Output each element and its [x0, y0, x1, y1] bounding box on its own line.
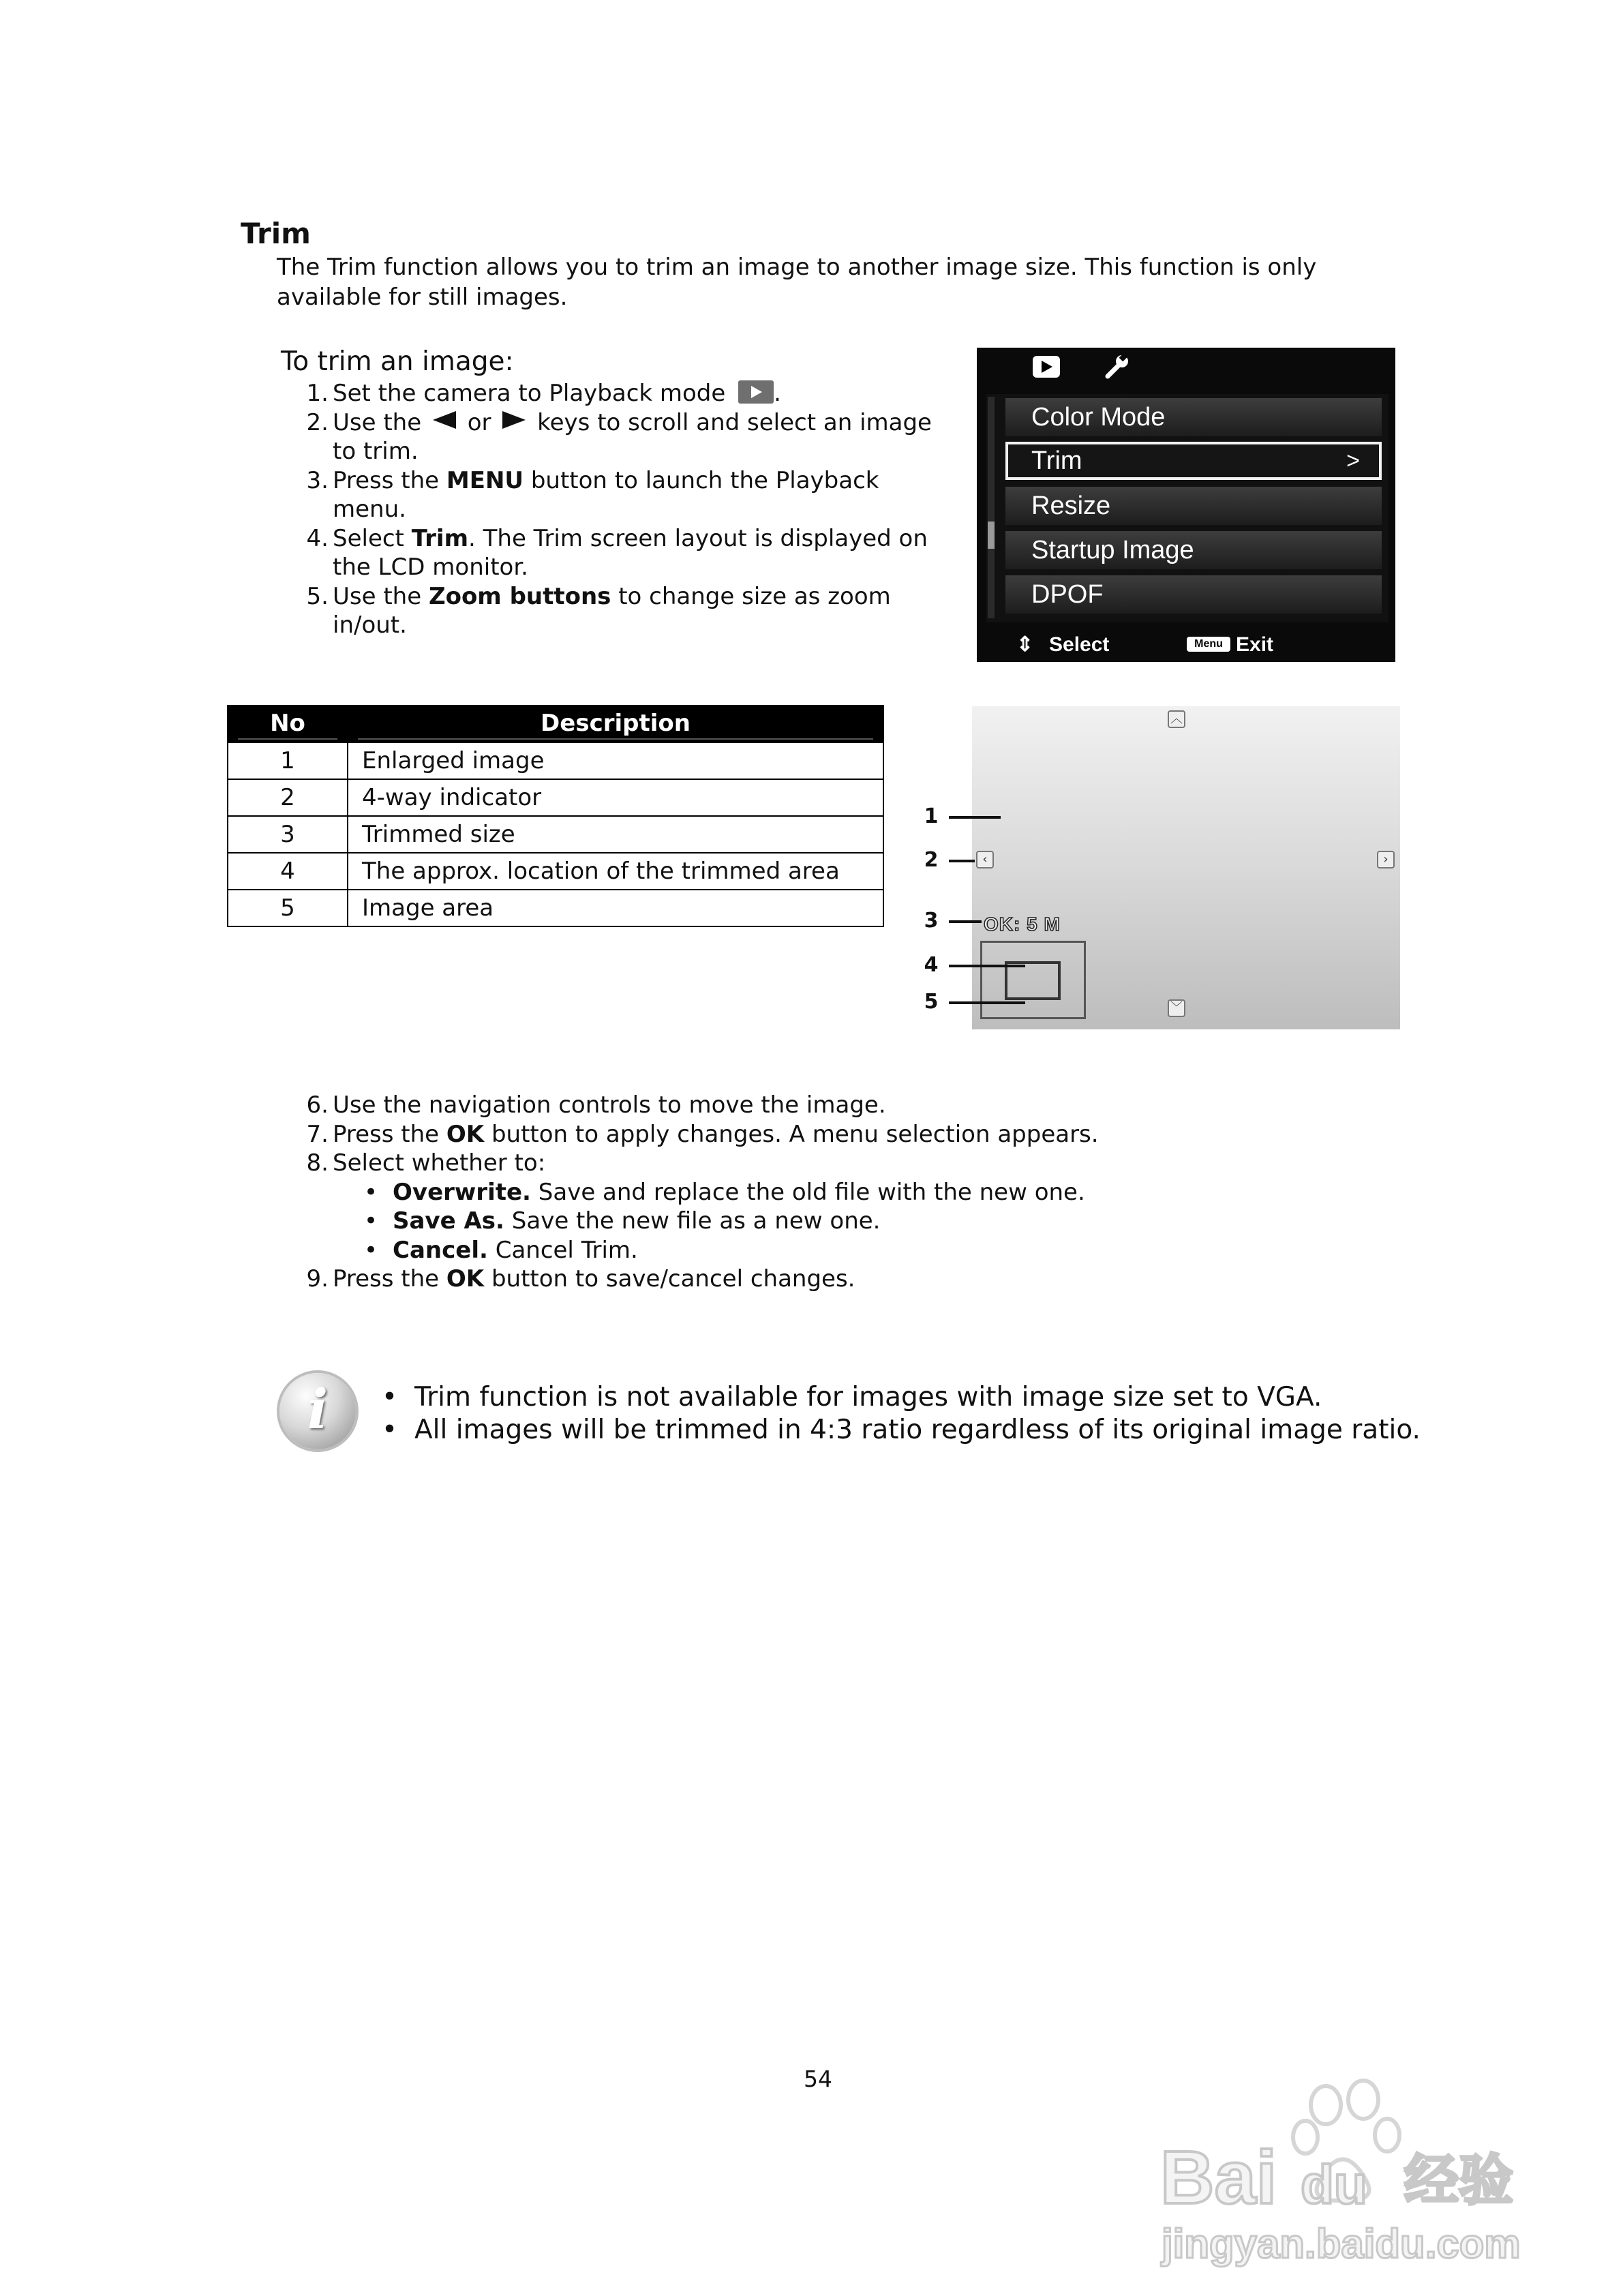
- step-text: keys to scroll and select an image to trim.: [333, 408, 932, 465]
- table-cell-no: 1: [228, 742, 348, 779]
- step-text: Select: [333, 524, 412, 552]
- chevron-down-icon: ﹀: [1168, 999, 1185, 1017]
- note-item: • Trim function is not available for images with image size set to VGA.: [382, 1381, 1472, 1414]
- menu-item-trim[interactable]: [1005, 442, 1382, 480]
- menu-footer: [977, 627, 1395, 662]
- step-bold: MENU: [446, 466, 524, 494]
- step-text: or: [467, 408, 491, 436]
- table-row: [228, 816, 883, 853]
- updown-arrows-icon: ⇕: [1016, 633, 1034, 656]
- callout-line: [949, 1001, 1025, 1004]
- step-text: Use the navigation controls to move the image.: [333, 1091, 886, 1119]
- step-bold: OK: [446, 1120, 485, 1148]
- callout-number: 1: [924, 804, 939, 828]
- step-text: Press the: [333, 1120, 446, 1148]
- menu-scrollbar: [988, 397, 995, 618]
- chevron-right-icon: >: [1346, 448, 1360, 474]
- menu-item-resize[interactable]: [1005, 487, 1382, 525]
- option-item: [393, 1207, 1151, 1236]
- steps-heading: To trim an image:: [281, 346, 514, 377]
- table-cell-no: 5: [228, 890, 348, 926]
- table-cell-description: 4-way indicator: [348, 779, 883, 816]
- callout-number: 2: [924, 848, 939, 872]
- table-header-row: [228, 706, 883, 742]
- step-text: Press the: [333, 466, 446, 494]
- table-header-no: No: [228, 706, 348, 742]
- callout-number: 4: [924, 953, 939, 977]
- menu-item-label: Startup Image: [1031, 536, 1194, 564]
- callout-line: [949, 965, 1025, 967]
- chevron-right-icon: ›: [1377, 851, 1395, 868]
- table-cell-description: Enlarged image: [348, 742, 883, 779]
- table-cell-description: The approx. location of the trimmed area: [348, 853, 883, 890]
- step-text: Select whether to:: [333, 1149, 546, 1177]
- table-cell-no: 4: [228, 853, 348, 890]
- footer-exit-label: Exit: [1236, 633, 1274, 656]
- step-text: button to apply changes. A menu selection appears.: [484, 1120, 1099, 1148]
- watermark-cn: 经验: [1404, 2149, 1513, 2212]
- table-row: [228, 853, 883, 890]
- step-number: 7.: [306, 1120, 329, 1148]
- step-text: Use the: [333, 408, 422, 436]
- menu-button-badge: Menu: [1187, 637, 1230, 652]
- callout-line: [949, 816, 1001, 819]
- baidu-jingyan-watermark: [1159, 2072, 1541, 2270]
- table-row: [228, 890, 883, 926]
- table-cell-no: 3: [228, 816, 348, 853]
- table-cell-description: Trimmed size: [348, 816, 883, 853]
- menu-item-label: Color Mode: [1031, 403, 1166, 432]
- option-bold: Save As.: [393, 1207, 504, 1235]
- menu-tab-bar: [977, 348, 1395, 386]
- playback-mode-icon: [738, 380, 774, 404]
- watermark-brand-2: du: [1301, 2154, 1367, 2215]
- step-bold: OK: [446, 1265, 485, 1293]
- callout-line: [949, 860, 975, 862]
- step-text: button to save/cancel changes.: [484, 1265, 855, 1293]
- description-table: [227, 705, 884, 927]
- option-text: Save the new file as a new one.: [504, 1207, 881, 1235]
- setup-wrench-icon: [1104, 353, 1131, 380]
- step-number: 4.: [306, 524, 329, 552]
- callout-number: 3: [924, 909, 939, 933]
- step-item: [306, 408, 932, 466]
- note-list: [382, 1381, 1472, 1447]
- watermark-brand: Bai: [1160, 2136, 1277, 2220]
- options-list: [333, 1178, 1151, 1265]
- step-text: Use the: [333, 582, 429, 610]
- option-item: [393, 1178, 1151, 1207]
- steps-list: [306, 379, 932, 640]
- step-bold: Zoom buttons: [428, 582, 611, 610]
- step-item: [306, 1265, 1151, 1294]
- step-text: button to launch the Playback menu.: [333, 466, 879, 523]
- step-text: Press the: [333, 1265, 446, 1293]
- steps-list-continued: [306, 1091, 1151, 1294]
- right-arrow-icon: [502, 411, 526, 429]
- step-text: .: [774, 380, 781, 407]
- table-row: [228, 779, 883, 816]
- callout-number: 5: [924, 990, 939, 1014]
- step-number: 3.: [306, 466, 329, 494]
- playback-menu-screenshot: [977, 348, 1395, 662]
- step-item: [306, 1091, 1151, 1120]
- option-bold: Overwrite.: [393, 1178, 531, 1206]
- table-cell-description: Image area: [348, 890, 883, 926]
- option-text: Save and replace the old file with the new one.: [530, 1178, 1085, 1206]
- option-item: [393, 1236, 1151, 1265]
- step-text: to change size as zoom in/out.: [333, 582, 891, 639]
- table-header-description: Description: [348, 706, 883, 742]
- step-item: [306, 379, 932, 408]
- menu-item-startup-image[interactable]: [1005, 531, 1382, 569]
- step-number: 9.: [306, 1265, 329, 1293]
- step-item: [306, 1149, 1151, 1265]
- trimmed-size-label: OK: 5 M: [984, 913, 1061, 935]
- menu-item-label: Resize: [1031, 492, 1111, 520]
- menu-item-color-mode[interactable]: [1005, 398, 1382, 436]
- intro-paragraph: The Trim function allows you to trim an image to another image size. This function is only available for still images.: [277, 254, 1317, 311]
- menu-item-label: Trim: [1031, 447, 1082, 475]
- menu-scrollbar-thumb: [988, 522, 995, 549]
- footer-select-label: Select: [1049, 633, 1110, 656]
- chevron-left-icon: ‹: [976, 851, 994, 868]
- watermark-url: jingyan.baidu.com: [1162, 2221, 1521, 2267]
- table-cell-no: 2: [228, 779, 348, 816]
- step-number: 6.: [306, 1091, 329, 1119]
- table-row: [228, 742, 883, 779]
- step-number: 8.: [306, 1149, 329, 1177]
- step-number: 5.: [306, 582, 329, 610]
- step-item: [306, 582, 932, 640]
- callout-line: [949, 920, 982, 923]
- option-bold: Cancel.: [393, 1236, 488, 1264]
- step-item: [306, 524, 932, 582]
- info-icon: i: [279, 1373, 356, 1449]
- playback-tab-icon: [1031, 354, 1061, 379]
- step-text: . The Trim screen layout is displayed on the LCD monitor.: [333, 524, 928, 581]
- note-item: • All images will be trimmed in 4:3 ratio regardless of its original image ratio.: [382, 1414, 1472, 1447]
- menu-item-label: DPOF: [1031, 580, 1104, 609]
- left-arrow-icon: [433, 411, 456, 429]
- option-text: Cancel Trim.: [487, 1236, 638, 1264]
- step-bold: Trim: [411, 524, 469, 552]
- step-item: [306, 466, 932, 524]
- step-number: 2.: [306, 408, 329, 436]
- chevron-up-icon: ︿: [1168, 710, 1185, 728]
- step-number: 1.: [306, 380, 329, 407]
- menu-item-dpof[interactable]: [1005, 575, 1382, 614]
- page-number: 54: [804, 2066, 832, 2092]
- section-title: Trim: [241, 217, 311, 250]
- step-text: Set the camera to Playback mode: [333, 380, 726, 407]
- step-item: [306, 1120, 1151, 1149]
